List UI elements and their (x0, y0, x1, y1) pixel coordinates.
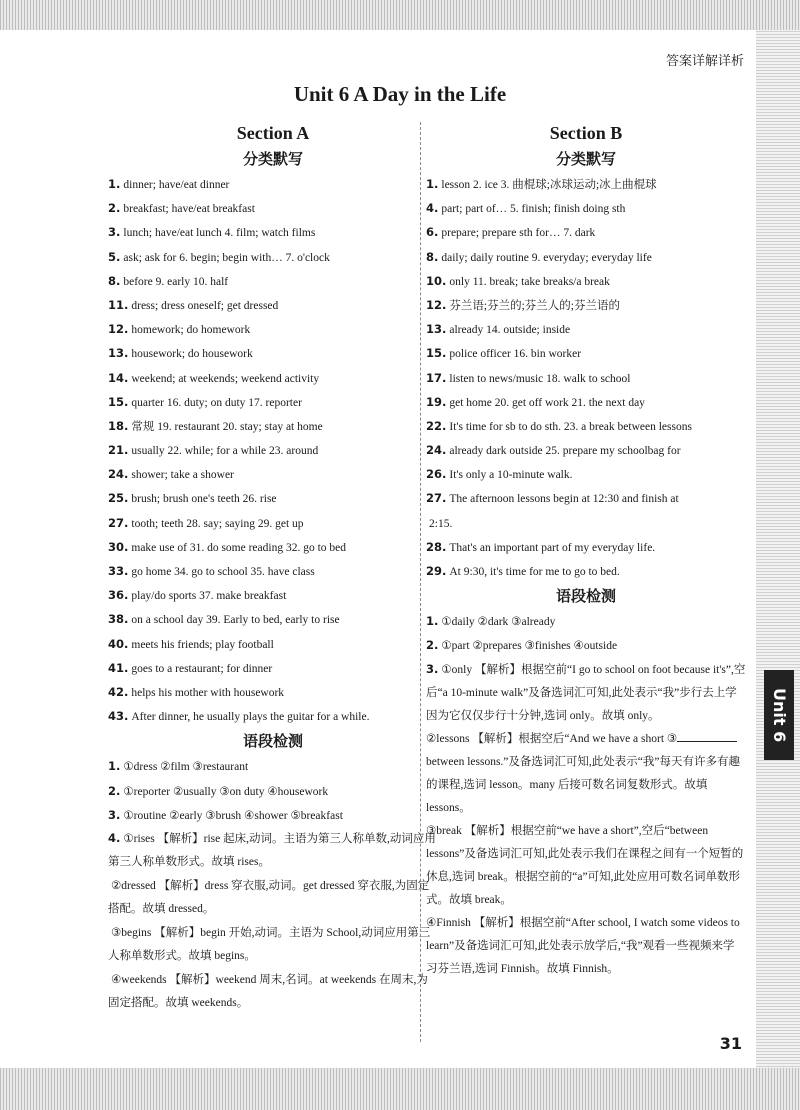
list-item (108, 968, 438, 1015)
item-number: 3. (108, 225, 121, 240)
item-text: get home 20. get off work 21. the next day (449, 396, 645, 409)
item-text: ①dress ②film ③restaurant (123, 761, 249, 774)
item-text: before 9. early 10. half (123, 275, 229, 288)
list-item (426, 462, 746, 486)
right-column (426, 120, 746, 981)
item-text: lesson 2. ice 3. 曲棍球;冰球运动;冰上曲棍球 (441, 179, 657, 191)
item-number: 8. (426, 249, 439, 264)
item-number: 13. (426, 322, 447, 337)
item-number: 25. (108, 491, 129, 506)
item-number: 28. (426, 539, 447, 554)
item-text: It's time for sb to do sth. 23. a break between lessons (449, 420, 692, 433)
item-number: 3. (426, 661, 439, 676)
list-item (108, 632, 438, 656)
item-text: ①routine ②early ③brush ④shower ⑤breakfast (123, 809, 343, 822)
item-text: make use of 31. do some reading 32. go to bed (131, 541, 346, 554)
list-item (108, 607, 438, 631)
item-text: tooth; teeth 28. say; saying 29. get up (131, 517, 304, 530)
list-item (426, 390, 746, 414)
item-number: 4. (426, 201, 439, 216)
item-number: 29. (426, 564, 447, 578)
item-number: 27. (426, 491, 447, 506)
item-text: breakfast; have/eat breakfast (123, 203, 255, 216)
list-item (108, 511, 438, 535)
item-number: 24. (108, 467, 129, 482)
item-text: listen to news/music 18. walk to school (449, 372, 631, 385)
item-text: play/do sports 37. make breakfast (131, 590, 287, 603)
list-item (108, 172, 438, 196)
item-number: 1. (108, 177, 121, 191)
item-number: 43. (108, 709, 129, 724)
q3-answer-1 (426, 658, 746, 728)
item-number: 2. (108, 783, 121, 798)
list-item (108, 486, 438, 510)
list-item (108, 462, 438, 486)
item-text: brush; brush one's teeth 26. rise (131, 493, 277, 506)
item-number: 3. (108, 807, 121, 822)
item-number: 12. (108, 322, 129, 337)
item-text: housework; do housework (131, 348, 253, 361)
list-item (426, 317, 746, 341)
list-item (426, 366, 746, 390)
item-number: 18. (108, 418, 129, 433)
item-number: 15. (426, 346, 447, 361)
item-text: ask; ask for 6. begin; begin with… 7. o'clock (123, 251, 330, 264)
left-column (108, 120, 438, 1015)
item-number: 19. (426, 394, 447, 409)
item-text: 常规 19. restaurant 20. stay; stay at home (131, 420, 323, 433)
item-text: dinner; have/eat dinner (123, 179, 230, 191)
list-item (426, 609, 746, 633)
list-item (426, 172, 746, 196)
header-tag: 答案详解详析 (665, 54, 744, 69)
bottom-scan-band (0, 1068, 800, 1110)
left-sub-heading-1: 分类默写 (242, 150, 303, 168)
item-text: ④weekends 【解析】weekend 周末,名词。at weekends 在周末,为固定搭配。故填 weekends。 (108, 973, 428, 1009)
item-number: 38. (108, 612, 129, 627)
item-text: It's only a 10-minute walk. (449, 469, 573, 482)
item-number: 15. (108, 394, 129, 409)
item-text: already dark outside 25. prepare my schoolbag for (449, 445, 681, 458)
item-text: police officer 16. bin worker (449, 348, 582, 361)
item-number: 4. (108, 830, 121, 845)
item-text: lunch; have/eat lunch 4. film; watch films (123, 227, 316, 240)
list-item (108, 414, 438, 438)
item-text: ①part ②prepares ③finishes ④outside (441, 640, 618, 653)
list-item (108, 803, 438, 827)
item-text: At 9:30, it's time for me to go to bed. (449, 566, 620, 578)
list-item (426, 269, 746, 293)
list-item (108, 704, 438, 728)
list-item (108, 196, 438, 220)
item-number: 13. (108, 346, 129, 361)
q3-answer-2 (426, 728, 746, 820)
page-number: 31 (719, 1034, 742, 1053)
right-check-list (426, 609, 746, 657)
item-number: 26. (426, 467, 447, 482)
q3-text-2-pre: ②lessons 【解析】根据空后“And we have a short ③ (426, 732, 678, 745)
section-b-heading: Section B (549, 123, 623, 143)
item-number: 36. (108, 588, 129, 603)
item-text: 2:15. (429, 517, 453, 530)
item-number: 27. (108, 515, 129, 530)
list-item (108, 438, 438, 462)
section-a-heading: Section A (236, 123, 310, 143)
side-scan-strip (756, 30, 800, 1070)
item-text: daily; daily routine 9. everyday; everyday life (441, 251, 652, 264)
item-text: ①reporter ②usually ③on duty ④housework (123, 785, 329, 798)
item-number: 14. (108, 370, 129, 385)
unit-tab: Unit 6 (764, 670, 794, 760)
q3-text-4: ④Finnish 【解析】根据空前“After school, I watch some videos to learn”及备选词汇可知,此处表示放学后,“我”观看一些视频来学习芬兰语,选词 Finnish。故填 Finnish。 (426, 916, 740, 975)
item-number: 2. (426, 638, 439, 653)
item-number: 11. (108, 297, 129, 312)
right-item-list (426, 172, 746, 583)
list-item (108, 245, 438, 269)
list-item (108, 220, 438, 244)
list-item (426, 341, 746, 365)
item-text: go home 34. go to school 35. have class (131, 566, 315, 578)
item-number: 22. (426, 418, 447, 433)
item-text: quarter 16. duty; on duty 17. reporter (131, 396, 302, 409)
item-number: 21. (108, 443, 129, 458)
list-item (108, 269, 438, 293)
list-item (426, 414, 746, 438)
item-text: That's an important part of my everyday life. (449, 541, 656, 554)
item-number: 12. (426, 297, 447, 312)
item-text: part; part of… 5. finish; finish doing sth (441, 203, 626, 216)
list-item (426, 245, 746, 269)
item-number: 6. (426, 225, 439, 240)
item-text: already 14. outside; inside (449, 324, 571, 337)
item-number: 33. (108, 564, 129, 578)
item-text: dress; dress oneself; get dressed (131, 299, 279, 312)
item-text: The afternoon lessons begin at 12:30 and finish at (449, 493, 679, 506)
list-item (108, 535, 438, 559)
answer-blank (677, 729, 737, 742)
item-number: 24. (426, 443, 447, 458)
list-item (426, 511, 746, 535)
list-item (426, 633, 746, 657)
list-item (426, 438, 746, 462)
list-item (108, 779, 438, 803)
list-item (426, 196, 746, 220)
item-text: on a school day 39. Early to bed, early to rise (131, 614, 340, 627)
item-number: 1. (426, 614, 439, 629)
item-number: 30. (108, 539, 129, 554)
list-item (108, 583, 438, 607)
item-number: 10. (426, 273, 447, 288)
item-text: shower; take a shower (131, 469, 234, 482)
q3-text-2-post: between lessons.”及备选词汇可知,此处表示“我”每天有许多有趣的课程,选词 lesson。many 后接可数名词复数形式。故填 lessons。 (426, 755, 740, 814)
item-text: ③begins 【解析】begin 开始,动词。主语为 School,动词应用第三人称单数形式。故填 begins。 (108, 926, 431, 962)
left-item-list (108, 172, 438, 728)
list-item (108, 680, 438, 704)
list-item (426, 486, 746, 510)
list-item (426, 535, 746, 559)
q3-answer-3 (426, 820, 746, 912)
list-item (426, 559, 746, 583)
list-item (108, 827, 438, 874)
page-title: Unit 6 A Day in the Life (293, 82, 507, 106)
list-item (426, 220, 746, 244)
item-text: only 11. break; take breaks/a break (449, 275, 610, 288)
list-item (108, 559, 438, 583)
item-number: 41. (108, 660, 129, 675)
item-text: weekend; at weekends; weekend activity (131, 372, 320, 385)
q3-text-1: ①only 【解析】根据空前“I go to school on foot because it's”,空后“a 10-minute walk”及备选词汇可知,此处表示“我”步行去上学因为它仅仅步行十分钟,选词 only。故填 only。 (426, 663, 746, 722)
list-item (108, 293, 438, 317)
list-item (108, 366, 438, 390)
item-number: 5. (108, 249, 121, 264)
list-item (108, 754, 438, 778)
item-number: 40. (108, 636, 129, 651)
list-item (108, 874, 438, 921)
top-scan-band (0, 0, 800, 30)
item-text: helps his mother with housework (131, 686, 285, 699)
item-text: After dinner, he usually plays the guitar for a while. (131, 711, 370, 724)
item-number: 42. (108, 684, 129, 699)
item-text: 芬兰语;芬兰的;芬兰人的;芬兰语的 (449, 299, 620, 312)
item-text: goes to a restaurant; for dinner (131, 662, 273, 675)
item-number: 8. (108, 273, 121, 288)
right-sub-heading-2: 语段检测 (555, 587, 616, 606)
item-text: ①daily ②dark ③already (441, 616, 556, 629)
item-number: 17. (426, 370, 447, 385)
left-q4-block (108, 827, 438, 1015)
item-text: ②dressed 【解析】dress 穿衣服,动词。get dressed 穿衣服,为固定搭配。故填 dressed。 (108, 879, 430, 915)
left-check-list (108, 754, 438, 827)
item-text: meets his friends; play football (131, 638, 274, 651)
item-text: homework; do homework (131, 324, 251, 337)
item-number: 1. (108, 759, 121, 774)
item-text: ①rises 【解析】rise 起床,动词。主语为第三人称单数,动词应用第三人称单数形式。故填 rises。 (108, 832, 436, 868)
right-sub-heading-1: 分类默写 (555, 150, 616, 168)
list-item (108, 921, 438, 968)
q3-text-3: ③break 【解析】根据空前“we have a short”,空后“between lessons”及备选词汇可知,此处表示我们在课程之间有一个短暂的休息,选词 break。根据空前的“a”可知,此处应用可数名词单数形式。故填 break。 (426, 824, 744, 906)
q3-answer-4 (426, 912, 746, 981)
list-item (426, 293, 746, 317)
item-text: prepare; prepare sth for… 7. dark (441, 227, 596, 240)
list-item (108, 341, 438, 365)
list-item (108, 390, 438, 414)
item-number: 2. (108, 201, 121, 216)
left-sub-heading-2: 语段检测 (242, 732, 303, 751)
item-number: 1. (426, 177, 439, 191)
item-text: usually 22. while; for a while 23. around (131, 445, 319, 458)
list-item (108, 317, 438, 341)
list-item (108, 656, 438, 680)
right-q3-block (426, 658, 746, 981)
